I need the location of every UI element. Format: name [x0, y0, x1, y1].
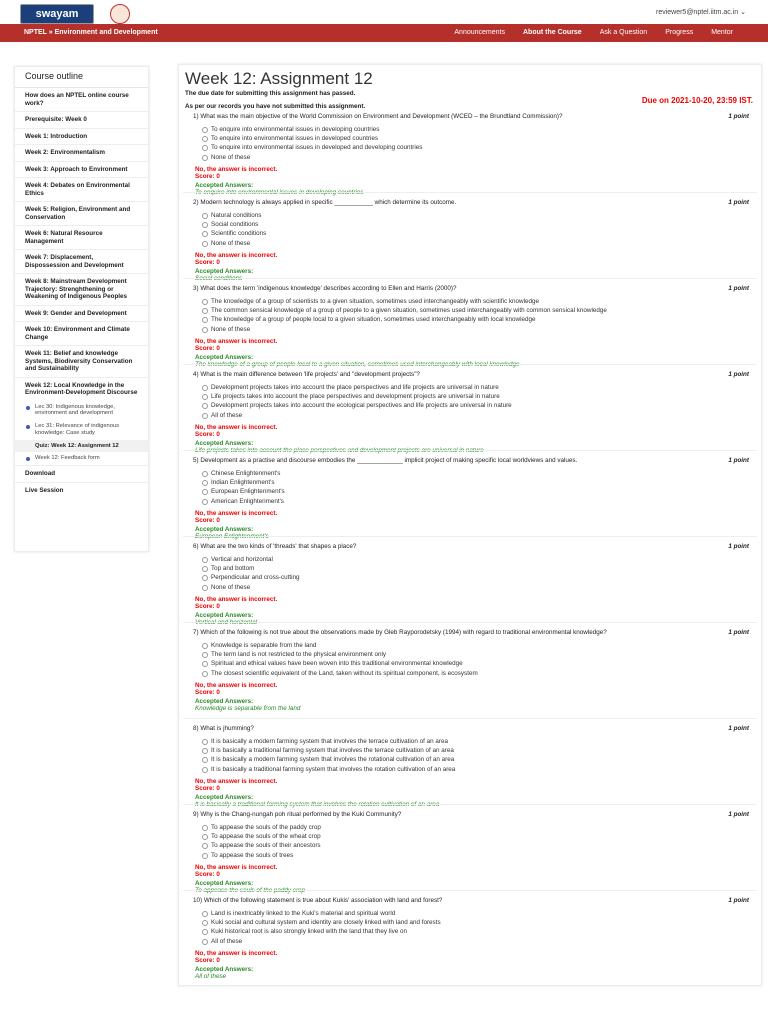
question-block: [185, 897, 755, 980]
answer-option-radio[interactable]: None of these: [185, 583, 755, 592]
accepted-answers-label: Accepted Answers:: [195, 965, 254, 973]
question-number: 3): [193, 285, 199, 292]
score-text: Score: 0: [195, 784, 220, 792]
question-divider: [183, 718, 757, 719]
answer-option-radio[interactable]: Kuki historical root is also strongly linked with the land that they live on: [185, 927, 755, 936]
question-points: 1 point: [728, 543, 749, 550]
sidebar-item[interactable]: Week 1: Introduction: [15, 129, 148, 146]
nav-bar: [0, 24, 768, 42]
incorrect-feedback: No, the answer is incorrect.: [195, 165, 278, 173]
incorrect-feedback: No, the answer is incorrect.: [195, 949, 278, 957]
answer-option-radio[interactable]: To enquire into environmental issues in developed countries: [185, 134, 755, 143]
page-title: Week 12: Assignment 12: [185, 69, 373, 88]
question-prompt: Which of the following is not true about the observations made by Gleb Rayporodetsky (1994) with regard to traditional environmental knowledge?: [200, 629, 607, 636]
answer-option-radio[interactable]: To enquire into environmental issues in developing countries: [185, 125, 755, 134]
answer-option-radio[interactable]: None of these: [185, 153, 755, 162]
question-text: [185, 897, 755, 905]
score-text: Score: 0: [195, 258, 220, 266]
answer-option-radio[interactable]: To appease the souls of the wheat crop: [185, 832, 755, 841]
answer-option-radio[interactable]: European Enlightenment's: [185, 487, 755, 496]
nav-about-course[interactable]: About the Course: [522, 29, 582, 36]
question-divider: [183, 890, 757, 891]
question-block: [185, 285, 755, 368]
question-block: [185, 725, 755, 808]
nav-links: [454, 29, 733, 36]
sidebar-item-live-session[interactable]: Live Session: [25, 486, 64, 494]
question-prompt: What is the main difference between 'life projects' and "development projects"?: [200, 371, 420, 378]
sidebar-title: Course outline: [15, 67, 148, 88]
question-points: 1 point: [728, 629, 749, 636]
sidebar-item-download[interactable]: Download: [15, 466, 148, 483]
answer-option-radio[interactable]: To appease the souls of their ancestors: [185, 841, 755, 850]
answer-option-radio[interactable]: The term land is not restricted to the physical environment only: [185, 650, 755, 659]
score-text: Score: 0: [195, 430, 220, 438]
answer-option-radio[interactable]: The common sensical knowledge of a group of people to a given situation, sometimes used interchangeably with common sensical knowledge: [185, 306, 755, 315]
sidebar-subitem[interactable]: Week 12: Feedback form: [15, 452, 148, 466]
answer-option-radio[interactable]: Top and bottom: [185, 564, 755, 573]
question-points: 1 point: [728, 113, 749, 120]
sidebar-item-week-12[interactable]: Week 12: Local Knowledge in the Environment-Development Discourse: [25, 381, 138, 396]
question-prompt: Which of the following statement is true about Kukis' association with land and forest?: [203, 897, 443, 904]
question-points: 1 point: [728, 457, 749, 464]
question-text: [185, 371, 755, 379]
answer-option-radio[interactable]: Knowledge is separable from the land: [185, 641, 755, 650]
assignment-panel: [178, 64, 762, 986]
answer-option-radio[interactable]: All of these: [185, 411, 755, 420]
question-block: [185, 629, 755, 712]
score-text: Score: 0: [195, 688, 220, 696]
question-text: [185, 113, 755, 121]
question-points: 1 point: [728, 371, 749, 378]
answer-option-radio[interactable]: It is basically a modern farming system that involves the terrace cultivation of an area: [185, 737, 755, 746]
question-text: [185, 457, 755, 465]
sidebar-item[interactable]: Week 7: Displacement, Dispossession and Development: [15, 250, 148, 274]
answer-option-radio[interactable]: Spiritual and ethical values have been woven into this traditional environmental knowledge: [185, 659, 755, 668]
sidebar-item[interactable]: Week 6: Natural Resource Management: [15, 226, 148, 250]
breadcrumb[interactable]: NPTEL » Environment and Development: [24, 29, 158, 36]
question-prompt: Modern technology is always applied in specific ___________ which determine its outcome.: [200, 199, 457, 206]
answer-option-radio[interactable]: The knowledge of a group of scientists to a given situation, sometimes used interchangeably with scientific knowledge: [185, 297, 755, 306]
nav-mentor[interactable]: Mentor: [711, 29, 733, 36]
incorrect-feedback: No, the answer is incorrect.: [195, 423, 278, 431]
question-number: 2): [193, 199, 199, 206]
question-divider: [183, 364, 757, 365]
question-text: [185, 543, 755, 551]
question-prompt: Why is the Chang-nungah poh ritual performed by the Kuki Community?: [200, 811, 402, 818]
incorrect-feedback: No, the answer is incorrect.: [195, 509, 278, 517]
nav-progress[interactable]: Progress: [665, 29, 694, 36]
question-text: [185, 725, 755, 733]
accepted-answers-label: Accepted Answers:: [195, 879, 254, 887]
course-outline-sidebar: [14, 66, 149, 552]
answer-option-radio[interactable]: Development projects takes into account the place perspectives and life projects are universal in nature: [185, 383, 755, 392]
question-prompt: What does the term 'indigenous knowledge' describes according to Ellen and Harris (2000)?: [200, 285, 457, 292]
sidebar-subitem-active[interactable]: Quiz: Week 12: Assignment 12: [15, 440, 148, 453]
sidebar-item[interactable]: Week 9: Gender and Development: [15, 306, 148, 323]
accepted-answers-label: Accepted Answers:: [195, 525, 254, 533]
incorrect-feedback: No, the answer is incorrect.: [195, 251, 278, 259]
accepted-answers-label: Accepted Answers:: [195, 353, 254, 361]
question-number: 1): [193, 113, 199, 120]
due-date: Due on 2021-10-20, 23:59 IST.: [641, 96, 753, 105]
question-block: [185, 811, 755, 894]
sidebar-item[interactable]: Week 4: Debates on Environmental Ethics: [15, 178, 148, 202]
answer-option-radio[interactable]: The knowledge of a group of people local to a given situation, sometimes used interchangeably with local knowledge: [185, 315, 755, 324]
answer-option-radio[interactable]: All of these: [185, 937, 755, 946]
answer-option-radio[interactable]: It is basically a traditional farming system that involves the terrace cultivation of an area: [185, 746, 755, 755]
question-block: [185, 457, 755, 540]
answer-option-radio[interactable]: Social conditions: [185, 220, 755, 229]
score-text: Score: 0: [195, 516, 220, 524]
question-number: 9): [193, 811, 199, 818]
answer-option-radio[interactable]: The closest scientific equivalent of the Land, taken without its spiritual component, is ecosystem: [185, 669, 755, 678]
answer-option-radio[interactable]: Scientific conditions: [185, 229, 755, 238]
question-points: 1 point: [728, 811, 749, 818]
question-divider: [183, 622, 757, 623]
question-points: 1 point: [728, 897, 749, 904]
incorrect-feedback: No, the answer is incorrect.: [195, 777, 278, 785]
question-points: 1 point: [728, 199, 749, 206]
answer-option-radio[interactable]: To appease the souls of trees: [185, 851, 755, 860]
answer-option-radio[interactable]: Natural conditions: [185, 211, 755, 220]
accepted-answers-label: Accepted Answers:: [195, 439, 254, 447]
score-text: Score: 0: [195, 172, 220, 180]
question-prompt: What was the main objective of the World Commission on Environment and Development (WCED – the Brundtland Commission)?: [200, 113, 563, 120]
answer-option-radio[interactable]: Perpendicular and cross-cutting: [185, 573, 755, 582]
submission-status: As per our records you have not submitted this assignment.: [185, 103, 366, 110]
answer-option-radio[interactable]: None of these: [185, 325, 755, 334]
answer-option-radio[interactable]: Vertical and horizontal: [185, 555, 755, 564]
incorrect-feedback: No, the answer is incorrect.: [195, 863, 278, 871]
sidebar-item[interactable]: Week 3: Approach to Environment: [15, 162, 148, 179]
question-number: 6): [193, 543, 199, 550]
question-block: [185, 199, 755, 282]
question-points: 1 point: [728, 285, 749, 292]
due-date-note: The due date for submitting this assignment has passed.: [185, 90, 356, 97]
question-text: [185, 285, 755, 293]
question-prompt: Development as a practise and discourse embodies the _____________ implicit project of making specific local worldviews and values.: [200, 457, 578, 464]
score-text: Score: 0: [195, 956, 220, 964]
answer-option-radio[interactable]: Life projects takes into account the place perspectives and development projects are universal in nature: [185, 392, 755, 401]
sidebar-subitem[interactable]: Lec 31: Relevance of indigenous knowledge: Case study: [15, 420, 148, 440]
sidebar-item[interactable]: Prerequisite: Week 0: [15, 112, 148, 129]
sidebar-item[interactable]: Week 2: Environmentalism: [15, 145, 148, 162]
accepted-answers-label: Accepted Answers:: [195, 267, 254, 275]
institute-seal-icon: [110, 4, 130, 24]
answer-option-radio[interactable]: It is basically a traditional farming system that involves the rotation cultivation of an area: [185, 765, 755, 774]
answer-option-radio[interactable]: None of these: [185, 239, 755, 248]
top-bar: [0, 0, 768, 24]
question-divider: [183, 536, 757, 537]
sidebar-subitem[interactable]: Lec 30: Indigenous knowledge, environment and development: [15, 401, 148, 421]
answer-option-radio[interactable]: To appease the souls of the paddy crop: [185, 823, 755, 832]
question-divider: [183, 278, 757, 279]
sidebar-item[interactable]: Week 11: Belief and knowledge Systems, Biodiversity Conservation and Sustainability: [15, 346, 148, 378]
question-number: 4): [193, 371, 199, 378]
sidebar-item[interactable]: Week 10: Environment and Climate Change: [15, 322, 148, 346]
question-text: [185, 811, 755, 819]
score-text: Score: 0: [195, 344, 220, 352]
question-number: 8): [193, 725, 199, 732]
sidebar-item[interactable]: How does an NPTEL online course work?: [15, 88, 148, 112]
question-number: 10): [193, 897, 203, 904]
sidebar-item[interactable]: Week 8: Mainstream Development Trajectory: Strenghthening or Weakening of Indigenous Peoples: [15, 274, 148, 306]
answer-option-radio[interactable]: It is basically a modern farming system that involves the rotational cultivation of an area: [185, 755, 755, 764]
answer-option-radio[interactable]: Kuki social and cultural system and identity are closely linked with land and forests: [185, 918, 755, 927]
incorrect-feedback: No, the answer is incorrect.: [195, 595, 278, 603]
incorrect-feedback: No, the answer is incorrect.: [195, 681, 278, 689]
question-number: 7): [193, 629, 199, 636]
accepted-answers-label: Accepted Answers:: [195, 793, 254, 801]
answer-option-radio[interactable]: American Enlightenment's: [185, 497, 755, 506]
accepted-answers-label: Accepted Answers:: [195, 611, 254, 619]
answer-option-radio[interactable]: Indian Enlightenment's: [185, 478, 755, 487]
user-menu[interactable]: reviewer5@nptel.iitm.ac.in ⌄: [655, 9, 746, 16]
question-text: [185, 629, 755, 637]
sidebar-item[interactable]: Week 5: Religion, Environment and Conservation: [15, 202, 148, 226]
question-divider: [183, 804, 757, 805]
swayam-logo[interactable]: swayam: [20, 4, 94, 24]
question-number: 5): [193, 457, 199, 464]
question-divider: [183, 192, 757, 193]
question-prompt: What are the two kinds of 'threads' that shapes a place?: [200, 543, 357, 550]
score-text: Score: 0: [195, 602, 220, 610]
accepted-answers-label: Accepted Answers:: [195, 697, 254, 705]
accepted-answers-label: Accepted Answers:: [195, 181, 254, 189]
nav-ask-question[interactable]: Ask a Question: [599, 29, 648, 36]
score-text: Score: 0: [195, 870, 220, 878]
question-prompt: What is jhumming?: [200, 725, 254, 732]
question-block: [185, 113, 755, 196]
question-text: [185, 199, 755, 207]
nav-announcements[interactable]: Announcements: [454, 29, 505, 36]
accepted-answer: Knowledge is separable from the land: [195, 704, 301, 712]
question-points: 1 point: [728, 725, 749, 732]
incorrect-feedback: No, the answer is incorrect.: [195, 337, 278, 345]
answer-option-radio[interactable]: Chinese Enlightenment's: [185, 469, 755, 478]
answer-option-radio[interactable]: Land is inextricably linked to the Kuki's material and spiritual world: [185, 909, 755, 918]
answer-option-radio[interactable]: To enquire into environmental issues in developed and developing countries: [185, 143, 755, 152]
answer-option-radio[interactable]: Development projects takes into account the ecological perspectives and life projects are universal in nature: [185, 401, 755, 410]
question-divider: [183, 450, 757, 451]
accepted-answer: All of these: [195, 972, 227, 980]
question-block: [185, 543, 755, 626]
question-block: [185, 371, 755, 454]
